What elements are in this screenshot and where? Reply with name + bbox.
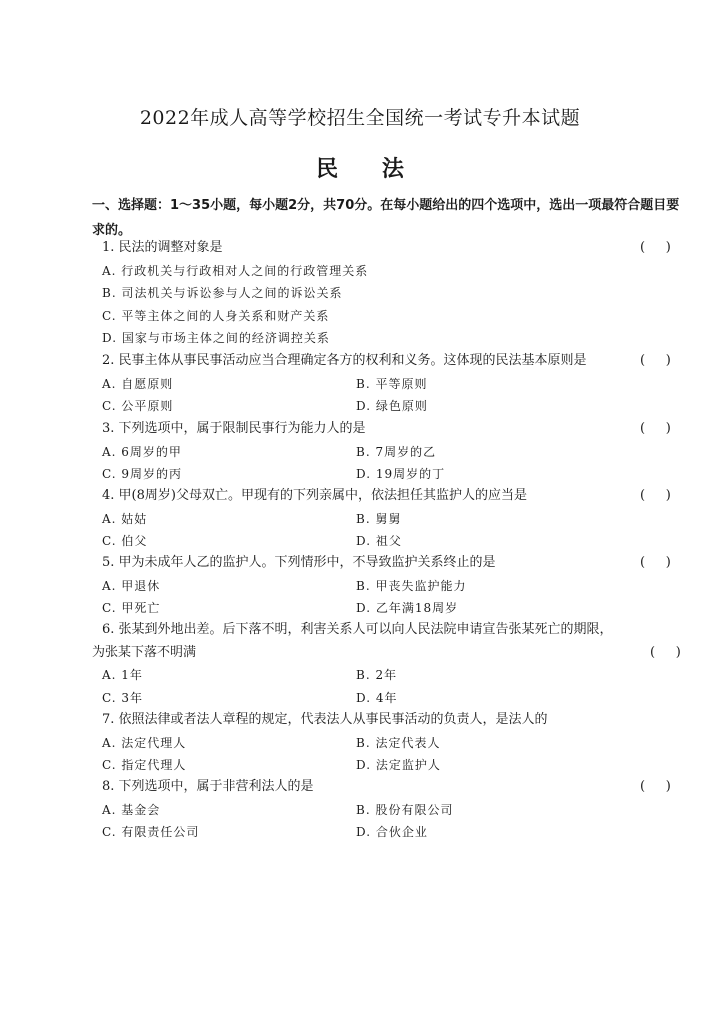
option-c: C. 平等主体之间的人身关系和财产关系 [102, 308, 330, 323]
option-a: A. 甲退休 [102, 578, 161, 593]
option-a: A. 1年 [102, 668, 143, 682]
question-6 [92, 619, 684, 709]
answer-paren: ( ) [640, 779, 671, 794]
section-instruction: 一、选择题：1～35小题，每小题2分，共70分。在每小题给出的四个选项中，选出一项最符合题目要求的。 [92, 198, 680, 238]
option-b: B. 股份有限公司 [356, 802, 454, 817]
question-2 [92, 350, 684, 418]
option-d: D. 4年 [356, 690, 398, 705]
option-d: D. 法定监护人 [356, 758, 441, 772]
question-text: 1. 民法的调整对象是 [102, 240, 223, 255]
question-5 [92, 552, 684, 620]
question-stem [92, 776, 684, 799]
question-stem [92, 619, 684, 664]
option-d: D. 国家与市场主体之间的经济调控关系 [102, 331, 330, 345]
option-list [92, 732, 684, 777]
option-a: A. 基金会 [102, 802, 161, 817]
option-b: B. 平等原则 [356, 376, 428, 391]
question-7 [92, 709, 684, 777]
question-stem [92, 237, 684, 260]
answer-paren: ( ) [640, 421, 671, 436]
option-list [92, 260, 684, 350]
option-c: C. 甲死亡 [102, 601, 161, 615]
question-stem [92, 485, 684, 508]
option-list [92, 441, 684, 486]
option-c: C. 公平原则 [102, 399, 174, 413]
answer-paren: ( ) [640, 240, 671, 255]
answer-paren: ( ) [640, 488, 671, 503]
option-b: B. 法定代表人 [356, 735, 441, 750]
option-d: D. 祖父 [356, 534, 402, 548]
question-stem [92, 350, 684, 373]
question-3 [92, 418, 684, 486]
question-text: 4. 甲(8周岁)父母双亡。甲现有的下列亲属中，依法担任其监护人的应当是 [102, 488, 527, 503]
option-list [92, 508, 684, 553]
option-c: C. 3年 [102, 690, 144, 705]
option-c: C. 9周岁的丙 [102, 467, 183, 481]
option-a: A. 6周岁的甲 [102, 444, 182, 459]
option-list [92, 575, 684, 620]
question-4 [92, 485, 684, 553]
question-text: 7. 依照法律或者法人章程的规定，代表法人从事民事活动的负责人，是法人的 [102, 712, 548, 727]
question-text: 5. 甲为未成年人乙的监护人。下列情形中，不导致监护关系终止的是 [102, 555, 496, 570]
question-stem [92, 552, 684, 575]
subject-title: 民 法 [316, 156, 422, 182]
option-d: D. 绿色原则 [356, 399, 428, 413]
option-a: A. 法定代理人 [102, 735, 187, 750]
question-text: 6. 张某到外地出差。后下落不明，利害关系人可以向人民法院申请宣告张某死亡的期限，为张某下落不明满 [92, 622, 613, 660]
option-c: C. 有限责任公司 [102, 825, 200, 839]
option-a: A. 行政机关与行政相对人之间的行政管理关系 [102, 263, 369, 278]
option-a: A. 自愿原则 [102, 376, 174, 391]
answer-paren: ( ) [640, 555, 671, 570]
question-text: 2. 民事主体从事民事活动应当合理确定各方的权利和义务。这体现的民法基本原则是 [102, 353, 587, 368]
question-stem [92, 418, 684, 441]
option-b: B. 舅舅 [356, 511, 402, 526]
answer-paren: ( ) [650, 644, 681, 660]
option-b: B. 司法机关与诉讼参与人之间的诉讼关系 [102, 286, 343, 300]
exam-title: 2022年成人高等学校招生全国统一考试专升本试题 [139, 107, 581, 129]
option-c: C. 指定代理人 [102, 758, 187, 772]
question-1 [92, 237, 684, 350]
answer-paren: ( ) [640, 353, 671, 368]
option-list [92, 664, 684, 709]
option-d: D. 乙年满18周岁 [356, 601, 459, 615]
option-b: B. 甲丧失监护能力 [356, 578, 467, 593]
option-d: D. 合伙企业 [356, 825, 428, 839]
question-stem [92, 709, 684, 732]
option-d: D. 19周岁的丁 [356, 467, 446, 481]
option-list [92, 373, 684, 418]
option-b: B. 2年 [356, 668, 398, 682]
option-c: C. 伯父 [102, 534, 148, 548]
question-text: 8. 下列选项中，属于非营利法人的是 [102, 779, 314, 794]
option-list [92, 799, 684, 844]
option-b: B. 7周岁的乙 [356, 444, 437, 459]
question-8 [92, 776, 684, 844]
question-text: 3. 下列选项中，属于限制民事行为能力人的是 [102, 421, 366, 436]
option-a: A. 姑姑 [102, 511, 148, 526]
